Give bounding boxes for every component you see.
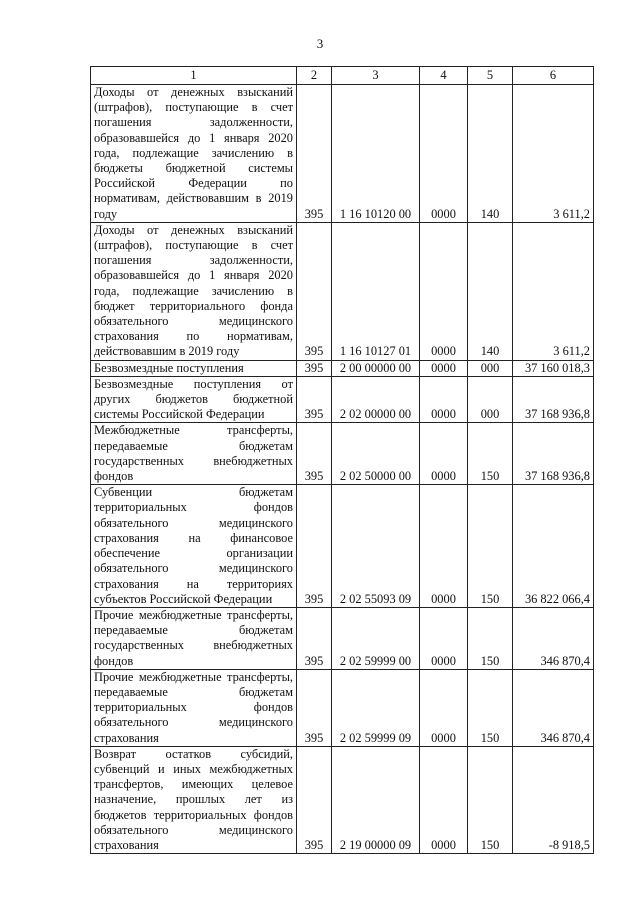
row-program-code: 0000: [420, 485, 468, 608]
row-program-code: 0000: [420, 746, 468, 853]
row-budget-code: 2 02 59999 09: [332, 669, 420, 746]
table-row: [91, 485, 594, 608]
row-amount: 37 168 936,8: [513, 376, 594, 423]
row-budget-code: 1 16 10127 01: [332, 222, 420, 360]
row-name: Субвенции бюджетам территориальных фондов обязательного медицинского страхования на финансовое обеспечение организации обязательного медицинского страхования на территориях субъектов Российской Федерации: [91, 485, 297, 608]
row-budget-code: 2 02 59999 00: [332, 607, 420, 669]
row-budget-code: 2 02 55093 09: [332, 485, 420, 608]
column-header: 4: [420, 67, 468, 85]
table-row: [91, 376, 594, 423]
row-program-code: 0000: [420, 376, 468, 423]
row-amount: 3 611,2: [513, 85, 594, 223]
row-amount: 346 870,4: [513, 607, 594, 669]
table-row: [91, 607, 594, 669]
row-program-code: 0000: [420, 669, 468, 746]
table-row: [91, 746, 594, 853]
column-header: 3: [332, 67, 420, 85]
row-name: Безвозмездные поступления: [91, 360, 297, 376]
revenue-table: [90, 66, 594, 854]
row-name: Прочие межбюджетные трансферты, передаваемые бюджетам территориальных фондов обязательного медицинского страхования: [91, 669, 297, 746]
row-classification-code: 140: [468, 222, 513, 360]
row-amount: 37 168 936,8: [513, 423, 594, 485]
row-name: Безвозмездные поступления от других бюджетов бюджетной системы Российской Федерации: [91, 376, 297, 423]
column-header: 5: [468, 67, 513, 85]
row-name: Прочие межбюджетные трансферты, передаваемые бюджетам государственных внебюджетных фондов: [91, 607, 297, 669]
row-classification-code: 150: [468, 669, 513, 746]
table-row: [91, 360, 594, 376]
row-amount: 37 160 018,3: [513, 360, 594, 376]
row-classification-code: 150: [468, 485, 513, 608]
row-amount: 36 822 066,4: [513, 485, 594, 608]
row-program-code: 0000: [420, 222, 468, 360]
row-budget-code: 2 19 00000 09: [332, 746, 420, 853]
row-amount: 3 611,2: [513, 222, 594, 360]
row-budget-code: 2 02 00000 00: [332, 376, 420, 423]
table-row: [91, 222, 594, 360]
table-row: [91, 669, 594, 746]
row-budget-code: 1 16 10120 00: [332, 85, 420, 223]
row-budget-code: 2 02 50000 00: [332, 423, 420, 485]
row-admin-code: 395: [297, 485, 332, 608]
row-classification-code: 150: [468, 746, 513, 853]
row-admin-code: 395: [297, 85, 332, 223]
row-admin-code: 395: [297, 222, 332, 360]
table-row: [91, 85, 594, 223]
row-admin-code: 395: [297, 360, 332, 376]
row-classification-code: 150: [468, 607, 513, 669]
row-name: Доходы от денежных взысканий (штрафов), поступающие в счет погашения задолженности, образовавшейся до 1 января 2020 года, подлежащие зачислению в бюджеты бюджетной системы Российской Федерации по нормативам, действовавшим в 2019 году: [91, 85, 297, 223]
page-number: 3: [316, 36, 324, 51]
row-admin-code: 395: [297, 746, 332, 853]
row-admin-code: 395: [297, 376, 332, 423]
row-amount: 346 870,4: [513, 669, 594, 746]
row-program-code: 0000: [420, 607, 468, 669]
row-admin-code: 395: [297, 423, 332, 485]
column-header: 2: [297, 67, 332, 85]
row-program-code: 0000: [420, 423, 468, 485]
row-classification-code: 140: [468, 85, 513, 223]
table-header-row: [91, 67, 594, 85]
column-header: 1: [91, 67, 297, 85]
row-amount: -8 918,5: [513, 746, 594, 853]
row-name: Межбюджетные трансферты, передаваемые бюджетам государственных внебюджетных фондов: [91, 423, 297, 485]
row-name: Доходы от денежных взысканий (штрафов), поступающие в счет погашения задолженности, образовавшейся до 1 января 2020 года, подлежащие зачислению в бюджет территориального фонда обязательного медицинского страхования по нормативам, действовавшим в 2019 году: [91, 222, 297, 360]
row-budget-code: 2 00 00000 00: [332, 360, 420, 376]
row-name: Возврат остатков субсидий, субвенций и иных межбюджетных трансфертов, имеющих целевое назначение, прошлых лет из бюджетов территориальных фондов обязательного медицинского страхования: [91, 746, 297, 853]
row-admin-code: 395: [297, 607, 332, 669]
row-classification-code: 150: [468, 423, 513, 485]
row-classification-code: 000: [468, 360, 513, 376]
row-classification-code: 000: [468, 376, 513, 423]
row-program-code: 0000: [420, 85, 468, 223]
row-admin-code: 395: [297, 669, 332, 746]
table-row: [91, 423, 594, 485]
row-program-code: 0000: [420, 360, 468, 376]
column-header: 6: [513, 67, 594, 85]
